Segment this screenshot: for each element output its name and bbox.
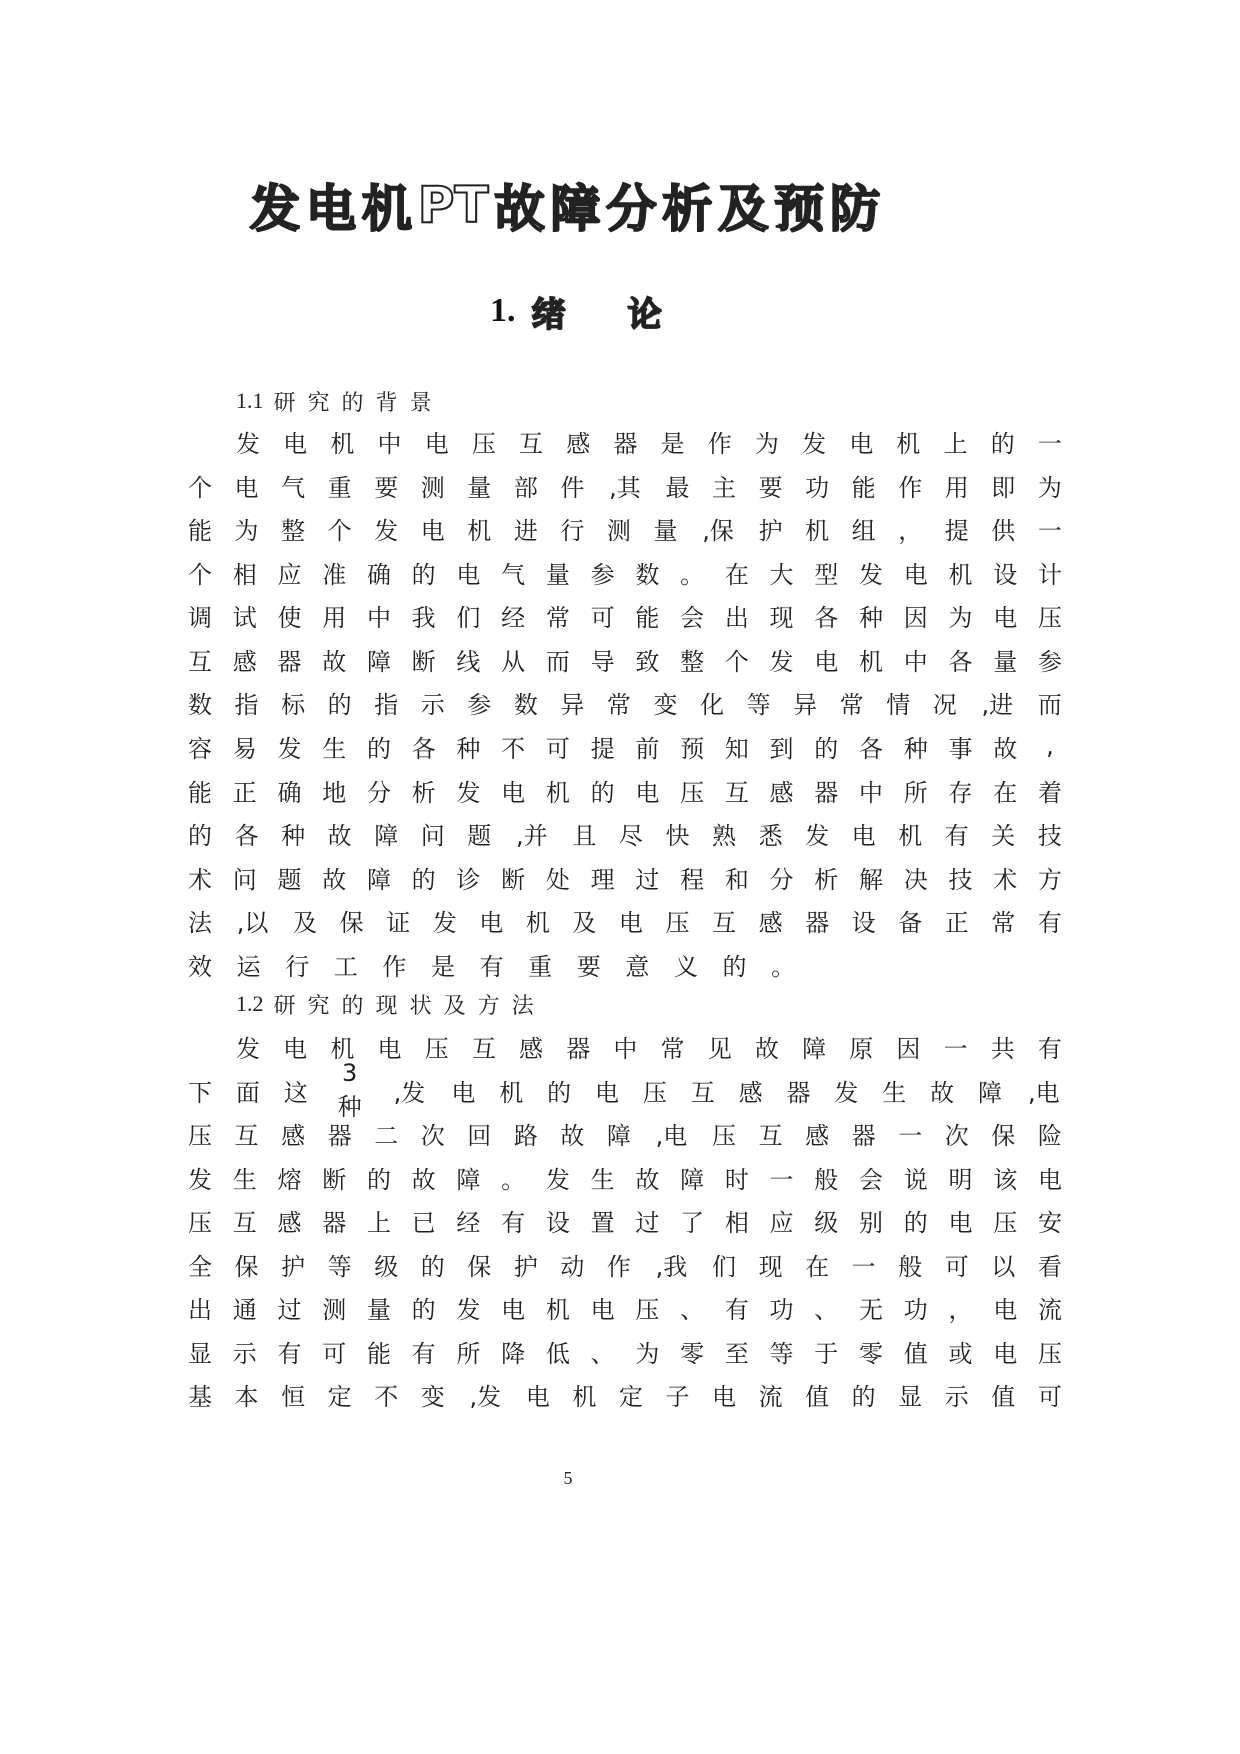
section-title-char: 究 bbox=[307, 993, 330, 1019]
section-title-char: 景 bbox=[409, 390, 432, 416]
body-text-line: 术 问 题 故 障 的 诊 断 处 理 过 程 和 分 析 解 决 技 术 方 bbox=[188, 865, 1062, 894]
section-title-char: 的 bbox=[341, 390, 364, 416]
section-number: 1.1 bbox=[236, 388, 264, 413]
body-text-line: 能 为 整 个 发 电 机 进 行 测 量 ,保 护 机 组 ， 提 供 一 bbox=[188, 516, 1062, 545]
body-text-line: 基 本 恒 定 不 变 ,发 电 机 定 子 电 流 值 的 显 示 值 可 bbox=[188, 1382, 1062, 1411]
body-text-line: 法 ,以 及 保 证 发 电 机 及 电 压 互 感 器 设 备 正 常 有 bbox=[188, 908, 1062, 937]
title-char: 及 bbox=[718, 180, 769, 238]
body-text-line: 发 电 机 电 压 互 感 器 中 常 见 故 障 原 因 一 共 有 bbox=[236, 1034, 1062, 1063]
section-title-char: 现 bbox=[375, 993, 398, 1019]
body-text-line: 容 易 发 生 的 各 种 不 可 提 前 预 知 到 的 各 种 事 故 , bbox=[188, 732, 1054, 763]
body-text-line: 显 示 有 可 能 有 所 降 低 、 为 零 至 等 于 零 值 或 电 压 bbox=[188, 1339, 1062, 1368]
section-title-char: 研 bbox=[273, 390, 296, 416]
body-text-line: 数 指 标 的 指 示 参 数 异 常 变 化 等 异 常 情 况 ,进 而 bbox=[188, 690, 1062, 719]
body-text-line: 个 相 应 准 确 的 电 气 量 参 数 。 在 大 型 发 电 机 设 计 bbox=[188, 560, 1062, 589]
title-char: 机 bbox=[361, 180, 412, 238]
section-title-char: 状 bbox=[409, 993, 432, 1019]
page-number: 5 bbox=[563, 1468, 573, 1488]
section-title-char: 的 bbox=[341, 993, 364, 1019]
title-char: PT bbox=[417, 176, 489, 234]
section-title-char: 究 bbox=[307, 390, 330, 416]
body-text-line: 发 电 机 中 电 压 互 感 器 是 作 为 发 电 机 上 的 一 bbox=[236, 429, 1062, 458]
title-char: 分 bbox=[606, 180, 657, 238]
chapter-heading bbox=[490, 286, 750, 336]
chapter-title-char-1: 绪 bbox=[531, 294, 566, 335]
body-text-line: 效 运 行 工 作 是 有 重 要 意 义 的 。 bbox=[188, 952, 796, 981]
title-char: 析 bbox=[662, 180, 713, 238]
section-title-char: 研 bbox=[273, 993, 296, 1019]
title-char: 预 bbox=[774, 180, 825, 238]
chapter-number: 1. bbox=[490, 292, 516, 329]
body-text-line: 个 电 气 重 要 测 量 部 件 ,其 最 主 要 功 能 作 用 即 为 bbox=[188, 473, 1062, 502]
body-text-line: 压 互 感 器 上 已 经 有 设 置 过 了 相 应 级 别 的 电 压 安 bbox=[188, 1208, 1062, 1237]
section-title-char: 方 bbox=[477, 993, 500, 1019]
body-text-line: 调 试 使 用 中 我 们 经 常 可 能 会 出 现 各 种 因 为 电 压 bbox=[188, 603, 1062, 632]
section-heading-1-2 bbox=[236, 989, 546, 1019]
section-title-char: 法 bbox=[511, 993, 534, 1019]
body-text-line: 发 生 熔 断 的 故 障 。 发 生 故 障 时 一 般 会 说 明 该 电 bbox=[188, 1165, 1062, 1194]
title-char: 故 bbox=[494, 180, 545, 238]
body-text-line: 出 通 过 测 量 的 发 电 机 电 压 、 有 功 、 无 功 ， 电 流 bbox=[188, 1295, 1062, 1324]
title-char: 电 bbox=[305, 180, 356, 238]
section-number: 1.2 bbox=[236, 991, 264, 1016]
body-text-line: 全 保 护 等 级 的 保 护 动 作 ,我 们 现 在 一 般 可 以 看 bbox=[188, 1252, 1062, 1281]
title-char: 防 bbox=[829, 180, 880, 238]
section-title-char: 背 bbox=[375, 390, 398, 416]
document-title bbox=[250, 172, 880, 238]
body-text-line: 的 各 种 故 障 问 题 ,并 且 尽 快 熟 悉 发 电 机 有 关 技 bbox=[188, 821, 1062, 850]
body-text-line: 能 正 确 地 分 析 发 电 机 的 电 压 互 感 器 中 所 存 在 着 bbox=[188, 778, 1062, 807]
body-text-line: 互 感 器 故 障 断 线 从 而 导 致 整 个 发 电 机 中 各 量 参 bbox=[188, 647, 1062, 676]
body-text-line: 下 面 这 3种 ,发 电 机 的 电 压 互 感 器 发 生 故 障 ,电 bbox=[188, 1058, 1060, 1121]
chapter-title-char-2: 论 bbox=[627, 294, 662, 335]
section-title-char: 及 bbox=[443, 993, 466, 1019]
section-heading-1-1 bbox=[236, 386, 444, 416]
title-char: 障 bbox=[550, 180, 601, 238]
body-text-line: 压 互 感 器 二 次 回 路 故 障 ,电 压 互 感 器 一 次 保 险 bbox=[188, 1121, 1062, 1150]
title-char: 发 bbox=[250, 180, 300, 238]
